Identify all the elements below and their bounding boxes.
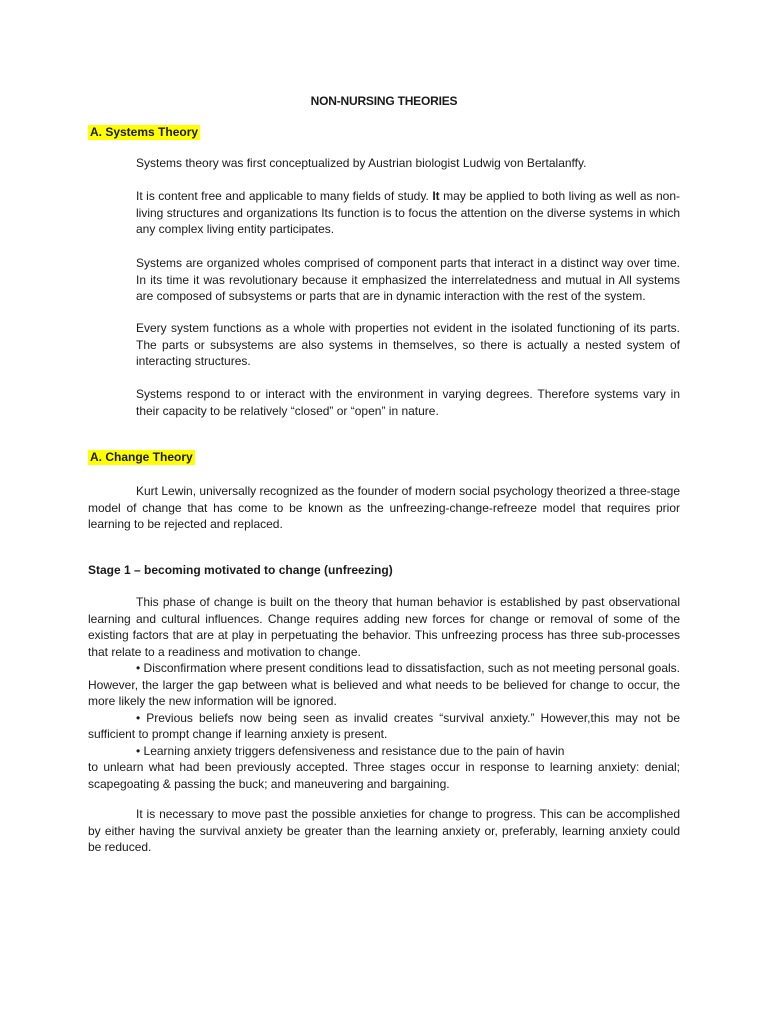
paragraph-systems-2-rest: may be applied to both living as well as non-living structures and organizations Its function is to focus the attention on the diverse systems in which any complex living entity participates. [136,189,680,236]
stage1-bullet-3b: to unlearn what had been previously accepted. Three stages occur in response to learning anxiety: denial; scapegoating & passing the buck; and maneuvering and bargaining. [88,760,680,791]
paragraph-systems-5: Systems respond to or interact with the environment in varying degrees. Therefore systems vary in their capacity to be relatively “closed” or “open” in nature. [136,387,680,418]
page-title: NON-NURSING THEORIES [310,94,458,108]
stage1-bullet-3a [88,743,680,760]
stage1-bullet-1-text: • Disconfirmation where present conditions lead to dissatisfaction, such as not meeting personal goals. However, the larger the gap between what is believed and what needs to be believed for change to occur, the more likely the new information will be ignored. [88,661,680,708]
paragraph-change-intro-text: Kurt Lewin, universally recognized as the founder of modern social psychology theorized a three-stage model of change that has come to be known as the unfreezing-change-refreeze model that requires prior learning to be rejected and replaced. [88,484,680,531]
stage1-heading: Stage 1 – becoming motivated to change (unfreezing) [88,563,393,577]
paragraph-change-closing [88,806,680,856]
paragraph-systems-3: Systems are organized wholes comprised of component parts that interact in a distinct way over time. In its time it was revolutionary because it emphasized the interrelatedness and mutual in All systems are composed of subsystems or parts that are in dynamic interaction with the rest of the system. [136,256,680,303]
paragraph-change-closing-text: It is necessary to move past the possible anxieties for change to progress. This can be accomplished by either having the survival anxiety be greater than the learning anxiety or, preferably, learning anxiety could be reduced. [88,807,680,854]
stage1-body-text: This phase of change is built on the theory that human behavior is established by past observational learning and cultural influences. Change requires adding new forces for change or removal of some of the existing factors that are at play in perpetuating the behavior. This unfreezing process has three sub-processes that relate to a readiness and motivation to change. [88,595,680,659]
paragraph-change-intro [88,483,680,533]
stage1-bullet-2 [88,710,680,743]
section-heading-change-theory: A. Change Theory [90,450,193,464]
paragraph-systems-4: Every system functions as a whole with properties not evident in the isolated functioning of its parts. The parts or subsystems are also systems in themselves, so there is actually a nested system of interacting structures. [136,321,680,368]
stage1-bullet-3a-text: • Learning anxiety triggers defensiveness and resistance due to the pain of havin [136,743,565,758]
paragraph-systems-2-bold: It [432,189,440,203]
stage1-bullet-2-text: • Previous beliefs now being seen as invalid creates “survival anxiety.” However,this may not be sufficient to prompt change if learning anxiety is present. [88,710,680,741]
paragraph-stage1 [88,594,680,792]
stage1-bullet-1 [88,660,680,710]
paragraph-systems-1: Systems theory was first conceptualized by Austrian biologist Ludwig von Bertalanffy. [136,156,587,170]
section-heading-systems-theory: A. Systems Theory [90,125,199,139]
paragraph-systems-2 [136,188,680,238]
paragraph-systems-2-lead: It is content free and applicable to many fields of study. [136,189,429,203]
stage1-body [88,594,680,660]
